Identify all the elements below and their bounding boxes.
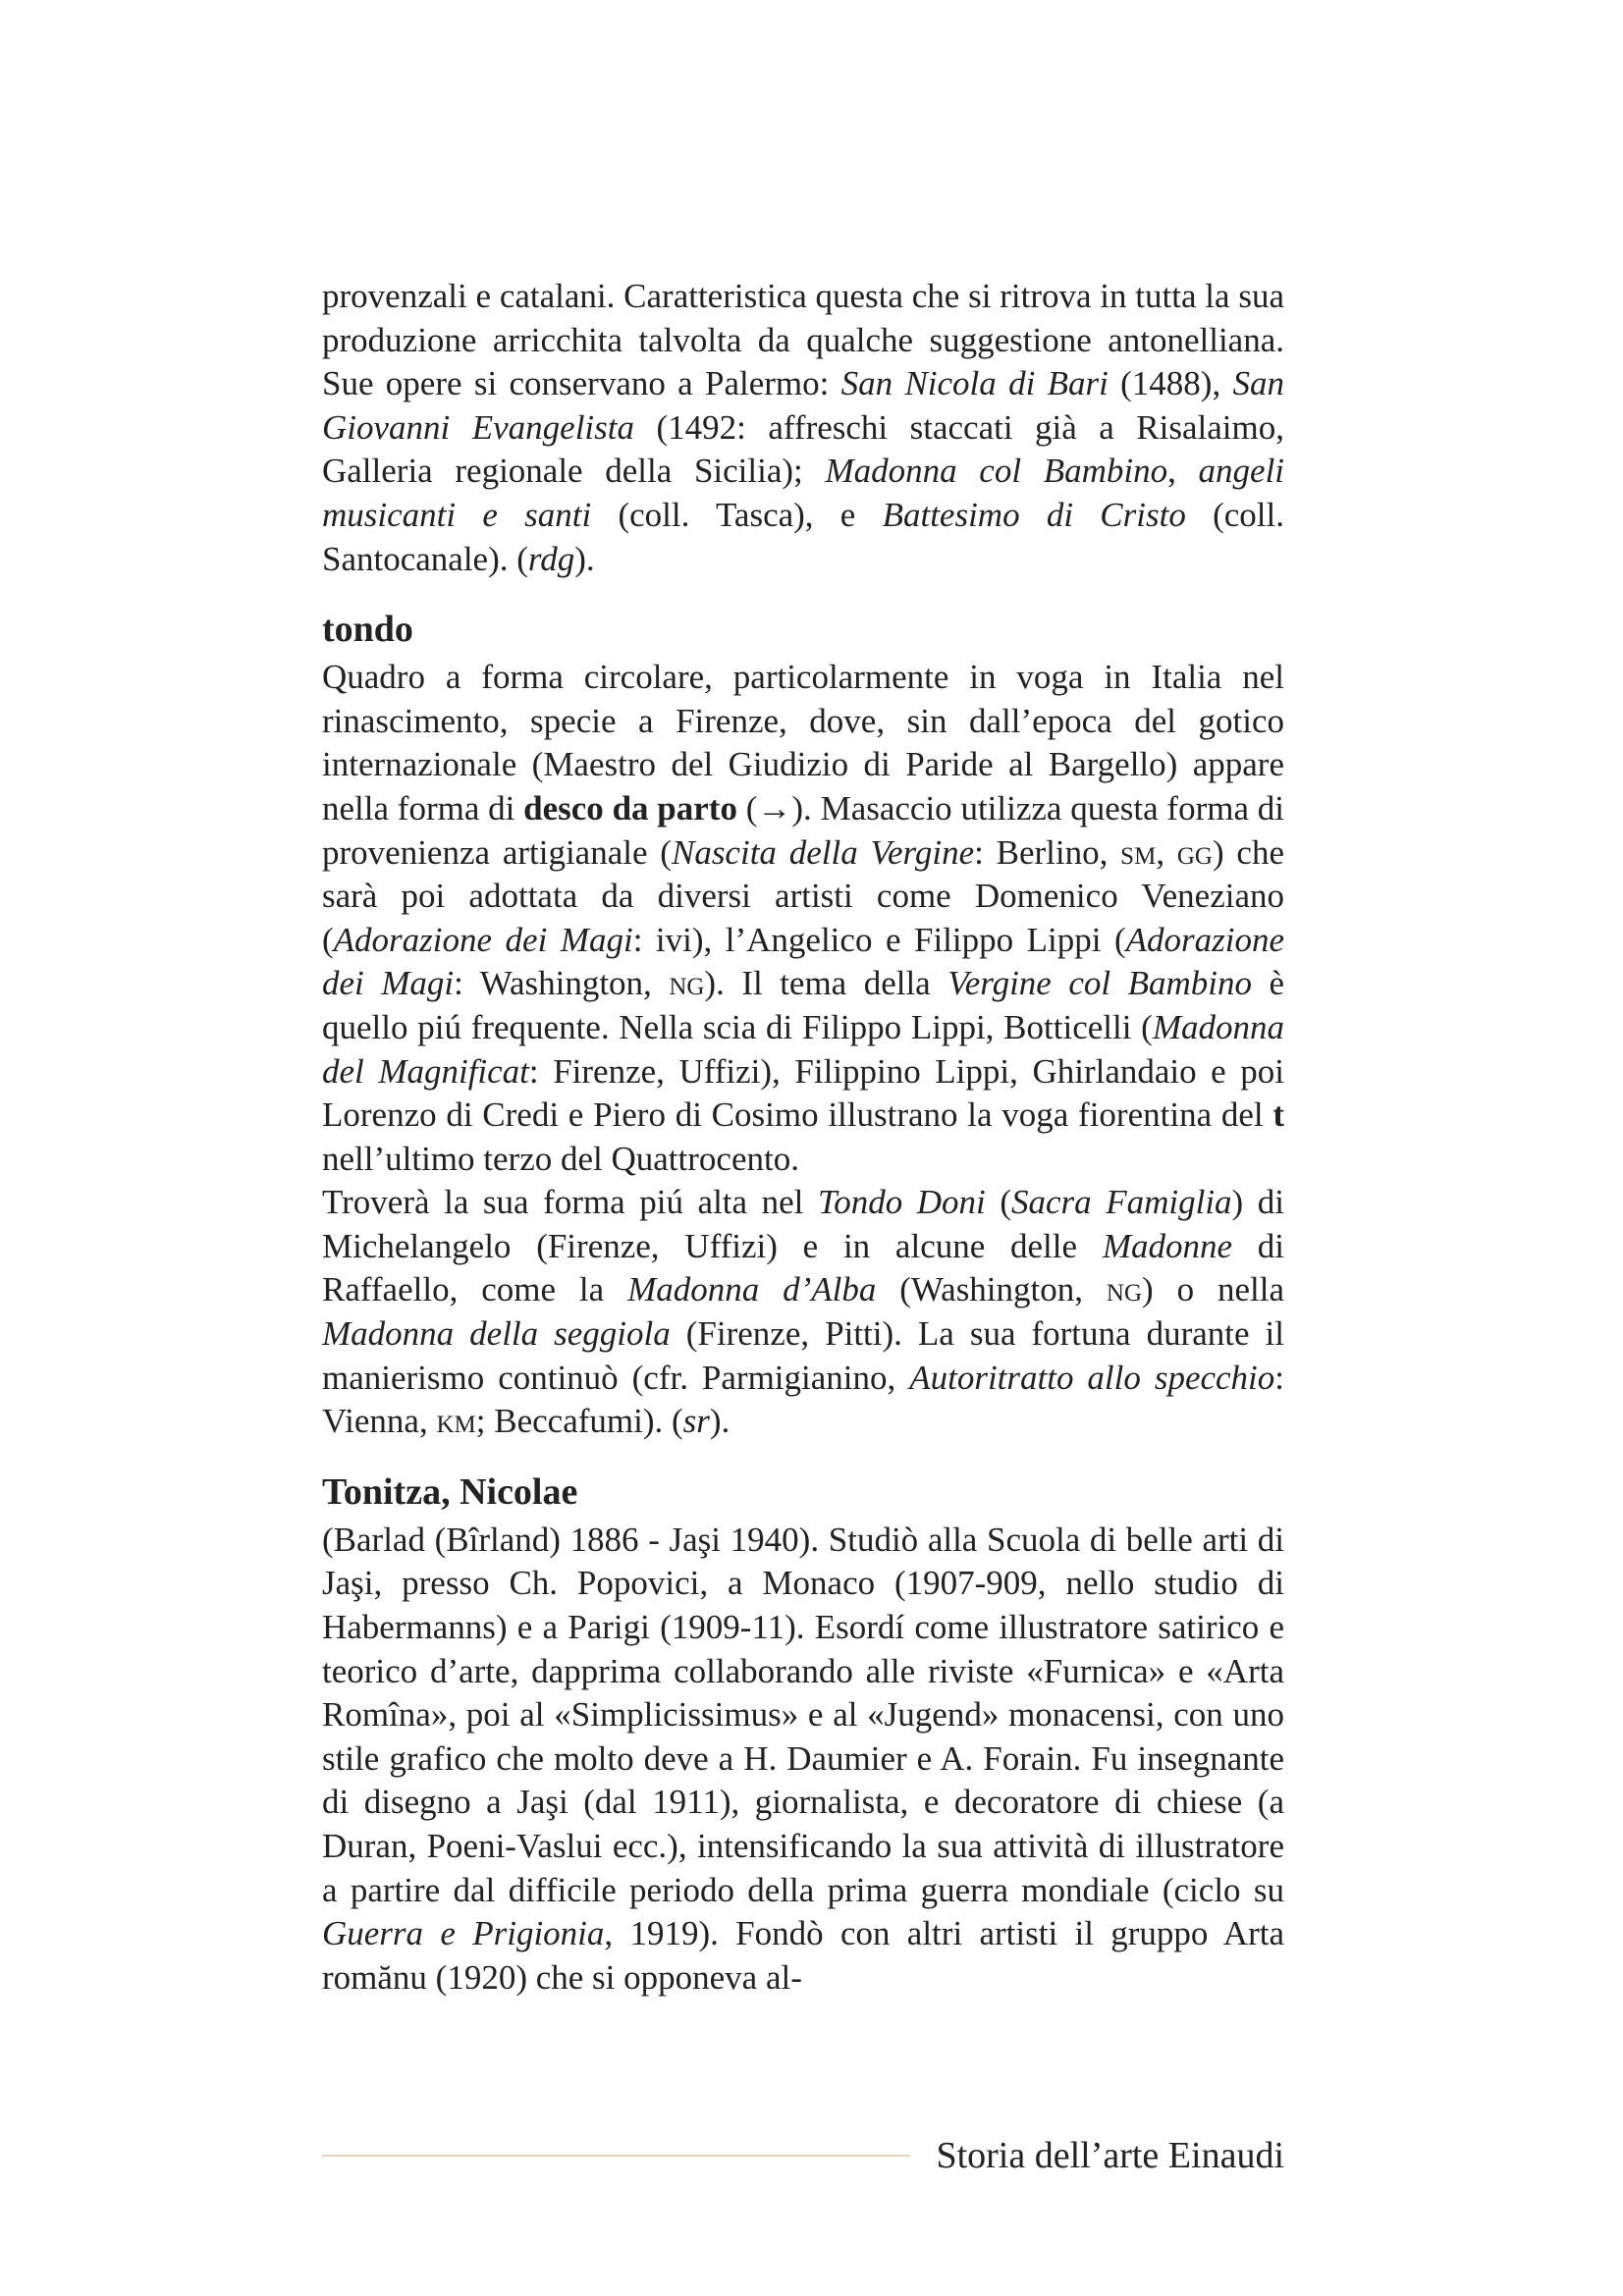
text-run: (Firenze, Pitti). La sua fortuna durante il manierismo continuò (cfr. Parmigianino,: [322, 1314, 1284, 1397]
author-initials: sr: [682, 1402, 710, 1441]
entry-heading-tonitza: Tonitza, Nicolae: [322, 1470, 578, 1513]
text-run: : Firenze, Uffizi), Filippino Lippi, Ghirlandaio e poi Lorenzo di Credi e Piero di Cosimo illustrano la voga fiorentina del: [322, 1051, 1284, 1135]
text-run: Quadro a forma circolare, particolarmente in voga in Italia nel rinascimento, specie a Firenze, dove, sin dall’epoca del gotico internazionale (Maestro del Giudizio di Paride al Bargello) appare nella forma di: [322, 658, 1284, 828]
museum-abbrev: km: [436, 1402, 476, 1441]
museum-abbrev: sm: [1120, 832, 1157, 872]
text-run: ,: [1167, 452, 1199, 491]
entry-abbrev: t: [1272, 1095, 1284, 1135]
cross-reference: desco da parto: [523, 788, 737, 828]
work-title: Battesimo di Cristo: [882, 495, 1186, 534]
work-title: Madonna del Magnificat: [322, 1007, 1284, 1091]
author-initials: rdg: [527, 539, 575, 578]
text-run: è quello piú frequente. Nella scia di Filippo Lippi, Botticelli (: [322, 964, 1284, 1046]
work-title: Madonna della seggiola: [322, 1314, 671, 1354]
page-body: [322, 275, 1284, 2000]
text-run: ). Il tema della: [704, 964, 948, 1003]
work-title: Adorazione dei Magi: [333, 920, 633, 959]
text-run: nell’ultimo terzo del Quattrocento.: [322, 1139, 799, 1178]
museum-abbrev: ng: [669, 964, 705, 1003]
entry-heading-tondo: tondo: [322, 609, 413, 651]
text-run: provenzali e catalani. Caratteristica questa che si ritrova in tutta la sua produzione arricchita talvolta da qualche suggestione antonelliana. Sue opere si conservano a Palermo:: [322, 277, 1284, 403]
footer-rule: [322, 2155, 910, 2157]
work-title: Vergine col Bambino: [947, 964, 1252, 1003]
museum-abbrev: ng: [1106, 1270, 1143, 1309]
text-run: ).: [709, 1402, 730, 1441]
work-title: Madonne: [1102, 1226, 1233, 1265]
text-run: ) o nella: [1142, 1270, 1284, 1309]
tondo-paragraph-1: [322, 656, 1284, 1181]
text-run: (coll. Tasca), e: [591, 495, 883, 534]
tondo-paragraph-2: [322, 1181, 1284, 1444]
text-run: : ivi), l’Angelico e Filippo Lippi (: [632, 920, 1126, 959]
text-run: (Washington,: [876, 1270, 1107, 1309]
work-title: San Nicola di Bari: [840, 364, 1109, 403]
work-title: Tondo Doni: [817, 1183, 986, 1222]
work-title: Madonna col Bambino: [825, 452, 1168, 491]
text-run: , 1919). Fondò con altri artisti il gruppo Arta romănu (1920) che si opponeva al-: [322, 1914, 1284, 1997]
work-title: San Giovanni Evangelista: [322, 364, 1285, 447]
text-run: (1492: affreschi staccati già a Risalaimo, Galleria regionale della Sicilia);: [322, 407, 1284, 491]
text-run: di Raffaello, come la: [322, 1226, 1284, 1309]
tonitza-paragraph: [322, 1519, 1284, 2001]
text-run: Troverà la sua forma piú alta nel: [322, 1183, 818, 1222]
work-title: Nascita della Vergine: [671, 832, 975, 872]
work-title: Sacra Famiglia: [1011, 1183, 1232, 1222]
text-run: ).: [574, 539, 595, 578]
text-run: (→). Masaccio utilizza questa forma di provenienza artigianale (: [322, 788, 1284, 872]
work-title: Autoritratto allo specchio: [909, 1358, 1275, 1397]
text-run: ; Beccafumi). (: [475, 1402, 683, 1441]
footer-title: Storia dell’arte Einaudi: [936, 2135, 1284, 2176]
text-run: (1488),: [1108, 364, 1233, 403]
work-title: Adorazione dei Magi: [322, 920, 1284, 1003]
text-run: (: [985, 1183, 1011, 1222]
work-title: Guerra e Prigionia: [322, 1914, 605, 1953]
text-run: : Washington,: [454, 964, 670, 1003]
text-run: (coll. Santocanale). (: [322, 495, 1284, 578]
text-run: ) di Michelangelo (Firenze, Uffizi) e in alcune delle: [322, 1183, 1284, 1265]
work-title: angeli musicanti e santi: [322, 452, 1285, 534]
text-run: : Vienna,: [322, 1358, 1285, 1441]
museum-abbrev: gg: [1176, 832, 1213, 872]
intro-paragraph: [322, 275, 1284, 581]
text-run: : Berlino,: [974, 832, 1121, 872]
work-title: Madonna d’Alba: [627, 1270, 877, 1309]
text-run: (Barlad (Bîrland) 1886 - Jaşi 1940). Studiò alla Scuola di belle arti di Jaşi, presso Ch. Popovici, a Monaco (1907-909, nello studio di Habermanns) e a Parigi (1909-11). Esordí come illustratore satirico e teorico d’arte, dapprima collaborando alle riviste «Furnica» e «Arta Romîna», poi al «Simplicissimus» e al «Jugend» monacensi, con uno stile grafico che molto deve a H. Daumier e A. Forain. Fu insegnante di disegno a Jaşi (dal 1911), giornalista, e decoratore di chiese (a Duran, Poeni-Vaslui ecc.), intensificando la sua attività di illustratore a partire dal difficile periodo della prima guerra mondiale (ciclo su: [322, 1520, 1284, 1909]
text-run: ) che sarà poi adottata da diversi artisti come Domenico Veneziano (: [322, 832, 1284, 959]
page-footer: [322, 2132, 1284, 2179]
text-run: ,: [1156, 832, 1177, 872]
